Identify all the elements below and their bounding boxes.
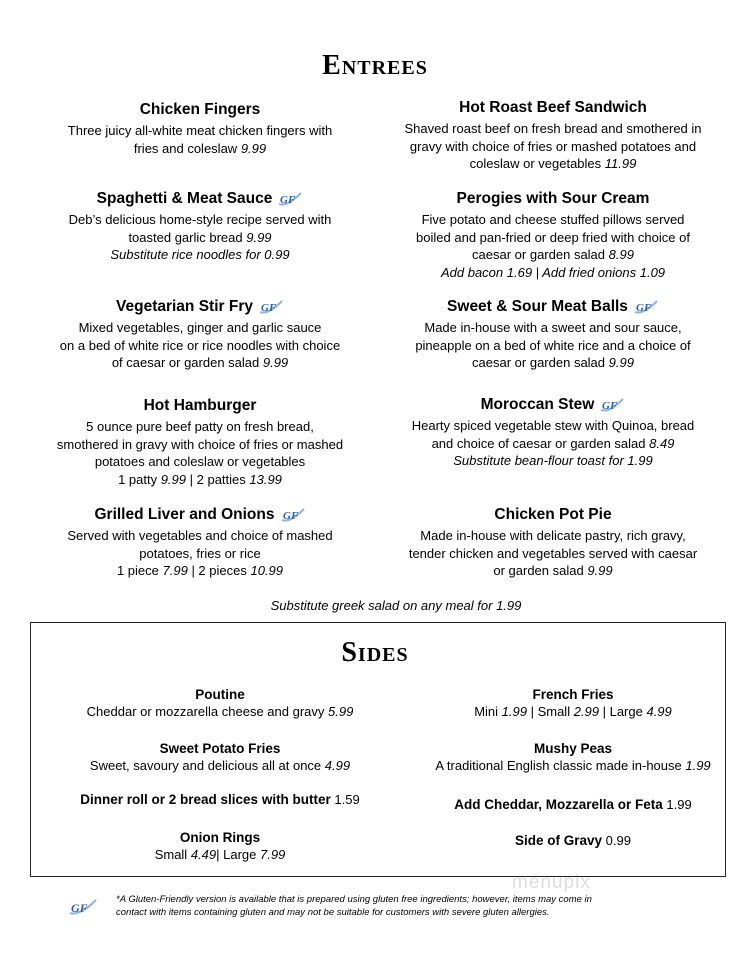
item-desc-line: Five potato and cheese stuffed pillows served [421, 212, 685, 227]
item-price: 8.99 [608, 247, 634, 262]
item-name: Chicken Fingers [139, 101, 261, 118]
item-price: 9.99 [608, 355, 634, 370]
item-desc-line: Hearty spiced vegetable stew with Quinoa, bread [411, 418, 695, 433]
menu-item-sweet-sour-meatballs [383, 297, 723, 372]
menu-item-grilled-liver [30, 505, 370, 580]
side-add-cheese: Add Cheddar, Mozzarella or Feta 1.99 [454, 797, 692, 812]
gf-icon [277, 191, 303, 207]
item-desc-line: coleslaw or vegetables [469, 156, 605, 171]
item-name: Moroccan Stew [480, 396, 595, 413]
side-dinner-roll: Dinner roll or 2 bread slices with butter 1.59 [80, 792, 360, 807]
side-gravy: Side of Gravy 0.99 [515, 833, 631, 848]
item-price: 11.99 [604, 156, 637, 171]
svg-text:GF: GF [282, 509, 298, 522]
item-desc-line: Served with vegetables and choice of mashed [67, 528, 333, 543]
menu-item-chicken-pot-pie [383, 505, 723, 580]
side-french-fries: French Fries Mini 1.99 | Small 2.99 | Large 4.99 [403, 686, 743, 720]
footnote-line: *A Gluten-Friendly version is available that is prepared using gluten free ingredients; however, items may come in [116, 894, 592, 905]
item-extra: Substitute bean-flour toast for 1.99 [453, 453, 653, 468]
menu-item-hot-hamburger [30, 396, 370, 488]
svg-text:GF: GF [260, 301, 277, 314]
side-poutine: Poutine Cheddar or mozzarella cheese and gravy 5.99 [50, 686, 390, 720]
item-price: 9.99 [262, 355, 289, 370]
side-name: Poutine [195, 687, 245, 702]
item-name: Sweet & Sour Meat Balls [447, 298, 628, 315]
side-mushy-peas: Mushy Peas A traditional English classic made in-house 1.99 [403, 740, 743, 774]
item-desc-line: Made in-house with delicate pastry, rich gravy, [420, 528, 686, 543]
item-desc-line: Three juicy all-white meat chicken fingers with [67, 123, 333, 138]
item-desc-line: or garden salad [493, 563, 588, 578]
item-desc-line: toasted garlic bread [128, 229, 247, 245]
svg-text:GF: GF [71, 901, 88, 915]
item-name: Chicken Pot Pie [494, 506, 612, 523]
item-extra: Substitute rice noodles for 0.99 [110, 247, 290, 262]
menu-item-spaghetti [30, 189, 370, 264]
item-name: Vegetarian Stir Fry [116, 298, 253, 315]
item-desc-line: potatoes, fries or rice [139, 545, 261, 561]
menu-item-perogies [383, 189, 723, 281]
footnote-line: contact with items containing gluten and may not be suitable for customers with severe gluten allergies. [116, 907, 550, 918]
item-desc-line: smothered in gravy with choice of fries or mashed [56, 436, 344, 452]
item-desc-line: Made in-house with a sweet and sour sauce, [424, 320, 682, 335]
item-name: Grilled Liver and Onions [94, 506, 275, 523]
item-name: Hot Hamburger [143, 397, 257, 414]
side-onion-rings: Onion Rings Small 4.49| Large 7.99 [50, 829, 390, 863]
gf-icon [599, 397, 625, 413]
item-price: 9.99 [246, 229, 272, 245]
gluten-footnote [116, 893, 636, 919]
svg-text:GF: GF [280, 193, 296, 206]
gf-icon [258, 299, 284, 315]
gf-icon [280, 507, 306, 523]
item-desc-line: of caesar or garden salad [111, 355, 263, 370]
svg-text:GF: GF [602, 399, 618, 412]
item-desc-line: boiled and pan-fried or deep fried with choice of [416, 229, 690, 245]
menu-item-vegetarian-stir-fry [30, 297, 370, 372]
item-desc-line: Shaved roast beef on fresh bread and smothered in [404, 121, 702, 136]
item-extra: Add bacon 1.69 | Add fried onions 1.09 [440, 264, 666, 280]
item-desc-line: on a bed of white rice or rice noodles with choice [59, 337, 341, 353]
menu-item-moroccan-stew [383, 395, 723, 470]
entrees-title: Entrees [322, 50, 428, 81]
item-desc-line: Deb’s delicious home-style recipe served with [68, 212, 332, 227]
substitute-greek-note: Substitute greek salad on any meal for 1.99 [270, 598, 522, 613]
menu-item-chicken-fingers [30, 100, 370, 157]
item-desc-line: 5 ounce pure beef patty on fresh bread, [86, 419, 314, 434]
item-name: Hot Roast Beef Sandwich [459, 99, 647, 116]
svg-text:GF: GF [635, 301, 652, 314]
side-name: Onion Rings [179, 830, 261, 845]
side-name: French Fries [532, 687, 614, 702]
item-desc-line: potatoes and coleslaw or vegetables [94, 454, 306, 469]
item-price: 9.99 [240, 140, 267, 156]
item-desc-line: tender chicken and vegetables served with caesar [408, 545, 698, 561]
item-options: 1 patty 9.99 | 2 patties 13.99 [118, 471, 282, 487]
side-sweet-potato-fries: Sweet Potato Fries Sweet, savoury and delicious all at once 4.99 [50, 740, 390, 774]
item-price: 8.49 [649, 435, 675, 451]
gf-icon [68, 898, 98, 921]
item-desc-line: and choice of caesar or garden salad [431, 435, 650, 451]
item-desc-line: fries and coleslaw [133, 140, 241, 156]
item-name: Spaghetti & Meat Sauce [96, 190, 273, 207]
gf-icon [633, 299, 659, 315]
side-name: Sweet Potato Fries [159, 741, 281, 756]
item-name: Perogies with Sour Cream [456, 190, 650, 207]
item-desc-line: caesar or garden salad [472, 355, 609, 370]
item-desc-line: gravy with choice of fries or mashed potatoes and [409, 138, 697, 154]
item-desc-line: caesar or garden salad [472, 247, 609, 262]
item-desc-line: Mixed vegetables, ginger and garlic sauce [78, 320, 322, 335]
side-name: Mushy Peas [533, 741, 613, 756]
item-price: 9.99 [587, 563, 613, 578]
item-options: 1 piece 7.99 | 2 pieces 10.99 [116, 563, 284, 578]
item-desc-line: pineapple on a bed of white rice and a choice of [415, 337, 691, 353]
sides-title: Sides [341, 637, 409, 668]
menu-item-hot-roast-beef [383, 98, 723, 173]
watermark: menupix [512, 872, 591, 893]
